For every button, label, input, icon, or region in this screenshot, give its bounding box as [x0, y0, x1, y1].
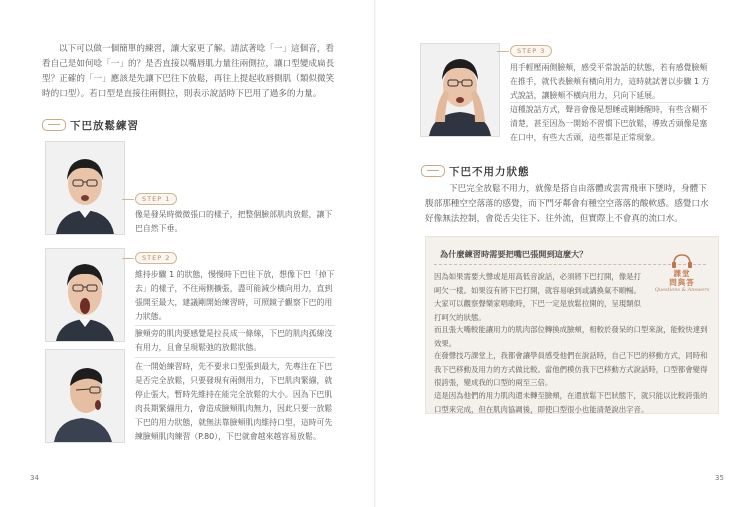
step2-text: 維持步驟 1 的狀態，慢慢時下巴往下放，想像下巴「掉下去」的樣子，不往兩側擴張，盡可能減少橫向用力，直到張開至最大，建議剛開始練習時，可照鏡子觀察下巴的用力狀態。	[135, 270, 335, 321]
step3-text: 用手輕壓兩側臉頰，感受平常說話的狀態，若有感覺臉頰在推手，就代表臉頰有橫向用力，這時就試著以步驟 1 方式說話，讓臉頰不橫向用力，只向下延展。	[510, 63, 710, 100]
qa-box	[425, 236, 719, 414]
step1-badge: STEP 1	[135, 193, 177, 205]
right-page	[375, 0, 750, 507]
step2-text-2: 臉頰旁的肌肉要感覺是拉長成一條線，下巴的肌肉孤線沒有用力，且會呈現鬆弛的放鬆狀態。	[135, 329, 333, 352]
qa-paragraph-3: 在發聲技巧課堂上，我都會讓學員感受他們在說話時，自己下巴的移動方式，同時和我下巴移動及用力的方式做比較。當他們模仿我下巴移動方式說話時，口型都會變得很誇張，變成我的口型的兩至三倍。	[434, 351, 708, 387]
section-header-relax	[42, 117, 139, 133]
person-relaxed-icon	[46, 142, 124, 234]
person-profile-icon	[46, 350, 124, 442]
section-paragraph: 下巴完全放鬆不用力，就像是搭自由落體或雲霄飛車下墜時，身體下腹部那種空空落落的感覺，而下門牙鄰會有種空空落落的酸軟感。感覺口水好像無法控制，會從舌尖往下、往外流，但實際上不會真的流口水。	[425, 184, 709, 224]
person-open-mouth-icon	[46, 249, 124, 341]
section-header-no-force	[421, 163, 530, 179]
step3-badge: STEP 3	[510, 45, 552, 57]
section-chip-icon	[421, 165, 445, 177]
section-title: 下巴放鬆練習	[70, 119, 139, 132]
section-title: 下巴不用力狀態	[449, 165, 530, 178]
divider	[135, 325, 335, 326]
page-number-right: 35	[715, 474, 724, 482]
photo-step2	[45, 248, 125, 342]
qa-badge	[654, 253, 710, 301]
intro-paragraph: 以下可以做一個簡單的練習，讓大家更了解。請試著唸「一」這個音，看看自己是如何唸「一」的？是否直接以嘴唇肌力量往兩側拉，讓口型變成扁長型？正確的「一」應該是先讓下巴往下放鬆，再往上提起收唇側肌（類似微笑時的口型）。若口型是直接往兩側拉，則表示說話時下巴用了過多的力量。	[42, 44, 335, 99]
qa-title: 為什麼練習時需要把嘴巴張開到這麼大？	[440, 249, 588, 259]
qa-badge-sub: Questions & Answers	[654, 287, 710, 293]
photo-step3	[420, 43, 500, 137]
step2-badge: STEP 2	[135, 252, 177, 264]
qa-badge-line2: 問與答	[669, 278, 695, 287]
section-chip-icon	[42, 119, 66, 131]
step3-text-2: 這種說話方式，聲音會像是想睡或剛睡醒時，有些含糊不清楚，甚至因為一開始不習慣下巴放鬆，導致舌頭像是塞在口中，有些大舌頭，這些都是正常現象。	[510, 105, 708, 142]
step1-text: 像是發呆時微微張口的樣子，把整個臉部肌肉放鬆，讓下巴自然下垂。	[135, 210, 333, 233]
photo-step2-profile	[45, 349, 125, 443]
qa-paragraph-1: 因為如果需要大聲或是用高低音說話，必須將下巴打開，像是打呵欠一樣。如果沒有將下巴打開，就容易嗆到或講換氣不順暢。大家可以觀察聲樂家唱歌時，下巴一定是放鬆拉開的，呈現類似打呵欠的狀態。	[434, 272, 641, 322]
page-number-left: 34	[30, 474, 39, 482]
person-hands-on-cheeks-icon	[421, 44, 499, 136]
divider	[135, 357, 335, 358]
headset-icon	[670, 253, 694, 269]
step2-text-3: 在一開始練習時，先不要求口型張到最大，先專注在下巴是否完全放鬆，只要發現有兩側用力，下巴肌肉緊繃，就停止張大，暫時先維持在能完全放鬆的大小。因為下巴肌肉長期緊繃用力，會造成臉頰肌肉無力，因此只要一放鬆下巴的用力狀態，就無法靠臉頰肌肉維持口型，這時可先練臉頰肌肉練習（P.80），下巴就會越來越容易放鬆。	[135, 362, 333, 441]
qa-paragraph-4: 這是因為他們的用力肌肉還未轉至臉頰，在還放鬆下巴狀態下，就只能以比較誇張的口型來完成，但在肌肉協調後，即使口型很小也能清楚說出字音。	[434, 391, 708, 414]
qa-paragraph-2: 而且張大嘴較能讓用力的肌肉部位轉換成臉頰，相較於發呆的口型來說，能較快達到效果。	[434, 325, 708, 348]
qa-badge-line1: 課堂	[673, 269, 691, 278]
photo-step1	[45, 141, 125, 235]
